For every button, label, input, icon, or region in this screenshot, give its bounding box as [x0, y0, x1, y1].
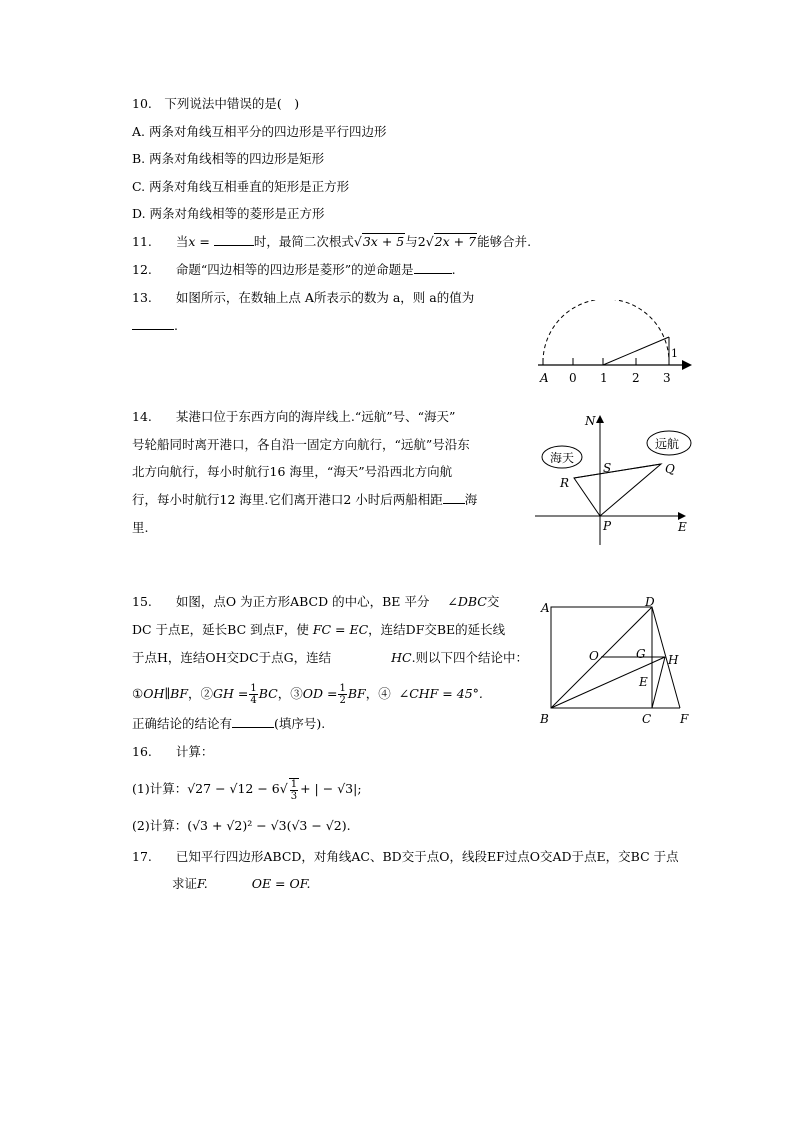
q17-number: 17. [132, 849, 152, 864]
q14-line-2: 号轮船同时离开港口，各自沿一固定方向航行，“远航”号沿东 [132, 437, 470, 452]
q15-c3-rhs: BF [347, 686, 366, 701]
q17-text-1: 已知平行四边形ABCD，对角线AC、BD交于点O，线段EF过点O交AD于点E，交BC 于点 [175, 849, 679, 864]
q15-label-g: G [636, 647, 646, 661]
q15-label-e: E [639, 675, 648, 689]
q11: 11. 当x = 时，最简二次根式√3x + 5与2√2x + 7能够合并. [132, 234, 532, 249]
q15-text-3a: 于点H，连结OH交DC于点G，连结 [132, 650, 332, 665]
q15-hc: HC [391, 650, 412, 665]
q15-segment-bh [551, 657, 665, 708]
q15-line-2 [132, 622, 505, 638]
q16-line-1 [132, 744, 213, 760]
q11-number: 11. [132, 234, 152, 249]
q14-label-n: N [585, 414, 596, 428]
q12-end: . [451, 262, 456, 277]
q15-text-3c: .则以下四个结论中： [411, 650, 529, 665]
q14-line-4 [132, 492, 477, 508]
q10-stem: 10. 下列说法中错误的是( ) [132, 96, 300, 111]
q10-option-b: B. 两条对角线相等的四边形是矩形 [132, 151, 325, 166]
q14-text-4: 行，每小时航行12 海里.它们离开港口2 小时后两船相距 [132, 492, 443, 507]
q13-answer-blank[interactable] [132, 329, 174, 330]
q17-line-1 [132, 849, 679, 865]
q13-dashed-arc [543, 300, 669, 362]
q14-text-1: 某港口位于东西方向的海岸线上.“远航”号、“海天” [175, 409, 456, 424]
q15-line-3 [132, 650, 528, 666]
q13-label-3: 3 [663, 371, 671, 385]
q10-option-a: A. 两条对角线互相平分的四边形是平行四边形 [132, 124, 387, 139]
q15-label-h: H [668, 653, 679, 667]
q14-label-s: S [603, 461, 612, 475]
q17-equation: OE = OF. [251, 876, 311, 891]
q15-c3-lhs: OD = [302, 686, 338, 701]
q14-label-q: Q [665, 462, 675, 476]
q15-angle-dbc: ∠DBC [447, 594, 487, 609]
q15-label-b: B [540, 712, 549, 726]
q14-label-e: E [678, 520, 687, 534]
q15-c4-marker: ，④ [365, 686, 391, 701]
q11-radical-2: 2x + 7 [434, 234, 477, 249]
q13-label-one: 1 [671, 347, 678, 360]
q13-number: 13. [132, 290, 152, 305]
q15-segment-hc [652, 657, 665, 708]
q13-end: . [174, 318, 178, 333]
q16-number: 16. [132, 744, 152, 759]
q15-c3-marker: ，③ [277, 686, 303, 701]
q15-label-a: A [541, 601, 550, 615]
q15-line-5 [132, 716, 325, 732]
q14-segment-rq [574, 464, 661, 478]
q15-c1-marker: ① [132, 686, 144, 701]
q14-triangle [574, 464, 661, 516]
q16-part-2-label: (2)计算： [132, 818, 188, 833]
q14-compass-figure [530, 405, 700, 550]
q13-axis-arrow-icon [682, 360, 692, 370]
q16-part-1: (1)计算：√27 − √12 − 6√ $\frac{1}{3}$ + | − √3|; [132, 778, 362, 802]
q13-label-0: 0 [569, 371, 577, 385]
q16-part-2 [132, 818, 351, 834]
q15-text-5b: (填序号). [274, 716, 326, 731]
q12-text: 命题“四边相等的四边形是菱形”的逆命题是 [175, 262, 414, 277]
q10-option-d: D. 两条对角线相等的菱形是正方形 [132, 206, 325, 221]
q15-text-1c: 交 [486, 594, 500, 609]
q16-part-1-fraction: $\frac{1}{3}$ [290, 778, 298, 802]
q15-label-o: O [589, 649, 599, 663]
q15-c2-lhs: GH = [213, 686, 249, 701]
q11-radical-1: 3x + 5 [362, 234, 405, 249]
q14-line-1 [132, 409, 455, 425]
q14-line-5: 里. [132, 520, 149, 535]
q13-answer [132, 318, 178, 334]
q15-number: 15. [132, 594, 152, 609]
q13-text: 如图所示，在数轴上点 A所表示的数为 a，则 a的值为 [175, 290, 475, 305]
q15-label-d: D [645, 596, 655, 609]
q15-c3-fraction: $\frac{1}{2}$ [339, 683, 346, 706]
q15-text-2a: DC 于点E，延长BC 到点F，使 [132, 622, 309, 637]
q15-text-5a: 正确结论的结论有 [132, 716, 233, 731]
q14-north-arrow-icon [596, 415, 604, 423]
q15-label-c: C [642, 712, 652, 726]
q15-answer-blank[interactable] [232, 727, 274, 728]
q14-east-arrow-icon [678, 512, 686, 520]
q16-part-1-label: (1)计算： [132, 781, 188, 796]
q15-square-figure [535, 596, 700, 731]
q17-text-2b: F. [197, 876, 208, 891]
q13-label-a: A [540, 371, 549, 385]
q14-line-3: 北方向航行，每小时航行16 海里，“海天”号沿西北方向航 [132, 464, 453, 479]
q14-number: 14. [132, 409, 152, 424]
q16-part-2-expr: (√3 + √2)² − √3(√3 − √2). [187, 818, 351, 833]
q13 [132, 290, 474, 306]
q13-number-line-figure [530, 300, 700, 390]
q15-text-1a: 如图，点O 为正方形ABCD 的中心，BE 平分 [175, 594, 430, 609]
q11-text-4: 能够合并. [477, 234, 532, 249]
q14-label-r: R [560, 476, 570, 490]
q15-line-1 [132, 594, 499, 610]
q15-c2-rhs: BC [258, 686, 278, 701]
q15-c1: OH∥BF [143, 686, 189, 701]
q17-text-2a: 求证 [172, 876, 198, 891]
q12-number: 12. [132, 262, 152, 277]
q14-label-haitian: 海天 [550, 451, 575, 465]
q17-line-2 [172, 876, 310, 892]
q15-c2-marker: ，② [188, 686, 214, 701]
q15-c2-fraction: $\frac{1}{4}$ [250, 683, 257, 706]
q15-fc-ec: FC = EC [312, 622, 369, 637]
q15-c4: ∠CHF = 45°. [398, 686, 483, 701]
q12-answer-blank[interactable] [414, 273, 452, 274]
q16-part-1-tail: + | − √3|; [300, 781, 362, 796]
q15-label-f: F [680, 712, 689, 726]
q14-label-yuanhang: 远航 [655, 437, 680, 451]
q13-label-1: 1 [600, 371, 608, 385]
q16-title: 计算： [175, 744, 214, 759]
q11-variable: x = [188, 234, 210, 249]
q15-conclusions [132, 682, 483, 706]
q11-answer-blank[interactable] [214, 245, 254, 246]
q12 [132, 262, 456, 278]
q10-option-c: C. 两条对角线互相垂直的矩形是正方形 [132, 179, 350, 194]
q15-text-2c: ，连结DF交BE的延长线 [368, 622, 506, 637]
q14-answer-blank[interactable] [443, 503, 465, 504]
q16-part-1-expr: √27 − √12 − 6 [187, 781, 280, 796]
q13-label-2: 2 [632, 371, 640, 385]
q11-text-1: 当 [175, 234, 189, 249]
q14-label-p: P [603, 519, 612, 533]
q11-text-3: 与2 [405, 234, 426, 249]
q14-text-4-end: 海 [464, 492, 478, 507]
q11-text-2: 时，最简二次根式 [253, 234, 354, 249]
